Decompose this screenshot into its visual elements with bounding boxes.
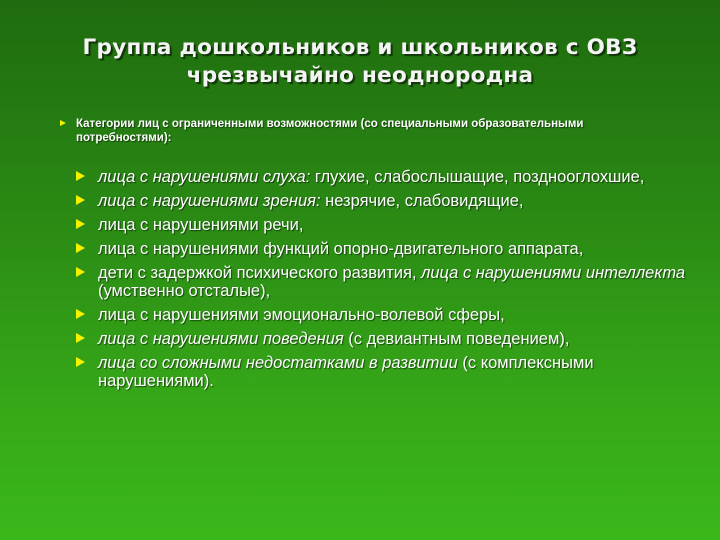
list-item <box>98 306 698 324</box>
bullet-icon <box>76 267 85 277</box>
bullet-icon <box>76 309 85 319</box>
title-line-1: Группа дошкольников и школьников с ОВЗ <box>82 35 638 60</box>
item-italic: лица со сложными недостатками в развитии <box>98 354 458 372</box>
slide-title <box>20 34 700 90</box>
item-text: глухие, слабослышащие, позднооглохшие, <box>310 168 645 186</box>
item-text: лица с нарушениями эмоционально-волевой сферы, <box>98 306 505 324</box>
bullet-icon <box>76 219 85 229</box>
bullet-icon <box>76 357 85 367</box>
item-italic: лица с нарушениями поведения <box>98 330 344 348</box>
item-text: (умственно отсталые), <box>98 282 271 300</box>
list-item <box>98 192 698 210</box>
bullet-icon <box>76 171 85 181</box>
item-text: (с девиантным поведением), <box>343 330 570 348</box>
list-item <box>98 264 698 300</box>
item-text: лица с нарушениями речи, <box>98 216 304 234</box>
title-line-2: чрезвычайно неоднородна <box>186 63 534 88</box>
list-item <box>98 240 698 258</box>
category-list <box>98 168 698 396</box>
intro-text-block <box>76 117 636 145</box>
bullet-icon <box>76 333 85 343</box>
list-item <box>98 330 698 348</box>
item-text: (с комплексными нарушениями). <box>98 354 594 390</box>
item-italic: лица с нарушениями зрения: <box>98 192 321 210</box>
list-item <box>98 354 698 390</box>
bullet-icon <box>60 120 66 126</box>
item-pre-text: дети с задержкой психического развития, <box>98 264 422 282</box>
list-item <box>98 216 698 234</box>
item-text: лица с нарушениями функций опорно-двигательного аппарата, <box>98 240 584 258</box>
bullet-icon <box>76 195 85 205</box>
item-text: незрячие, слабовидящие, <box>320 192 524 210</box>
list-item <box>98 168 698 186</box>
intro-text: Категории лиц с ограниченными возможностями (со специальными образовательными потребностями): <box>76 118 584 144</box>
item-italic: лица с нарушениями слуха: <box>98 168 311 186</box>
item-italic: лица с нарушениями интеллекта <box>421 264 686 282</box>
bullet-icon <box>76 243 85 253</box>
